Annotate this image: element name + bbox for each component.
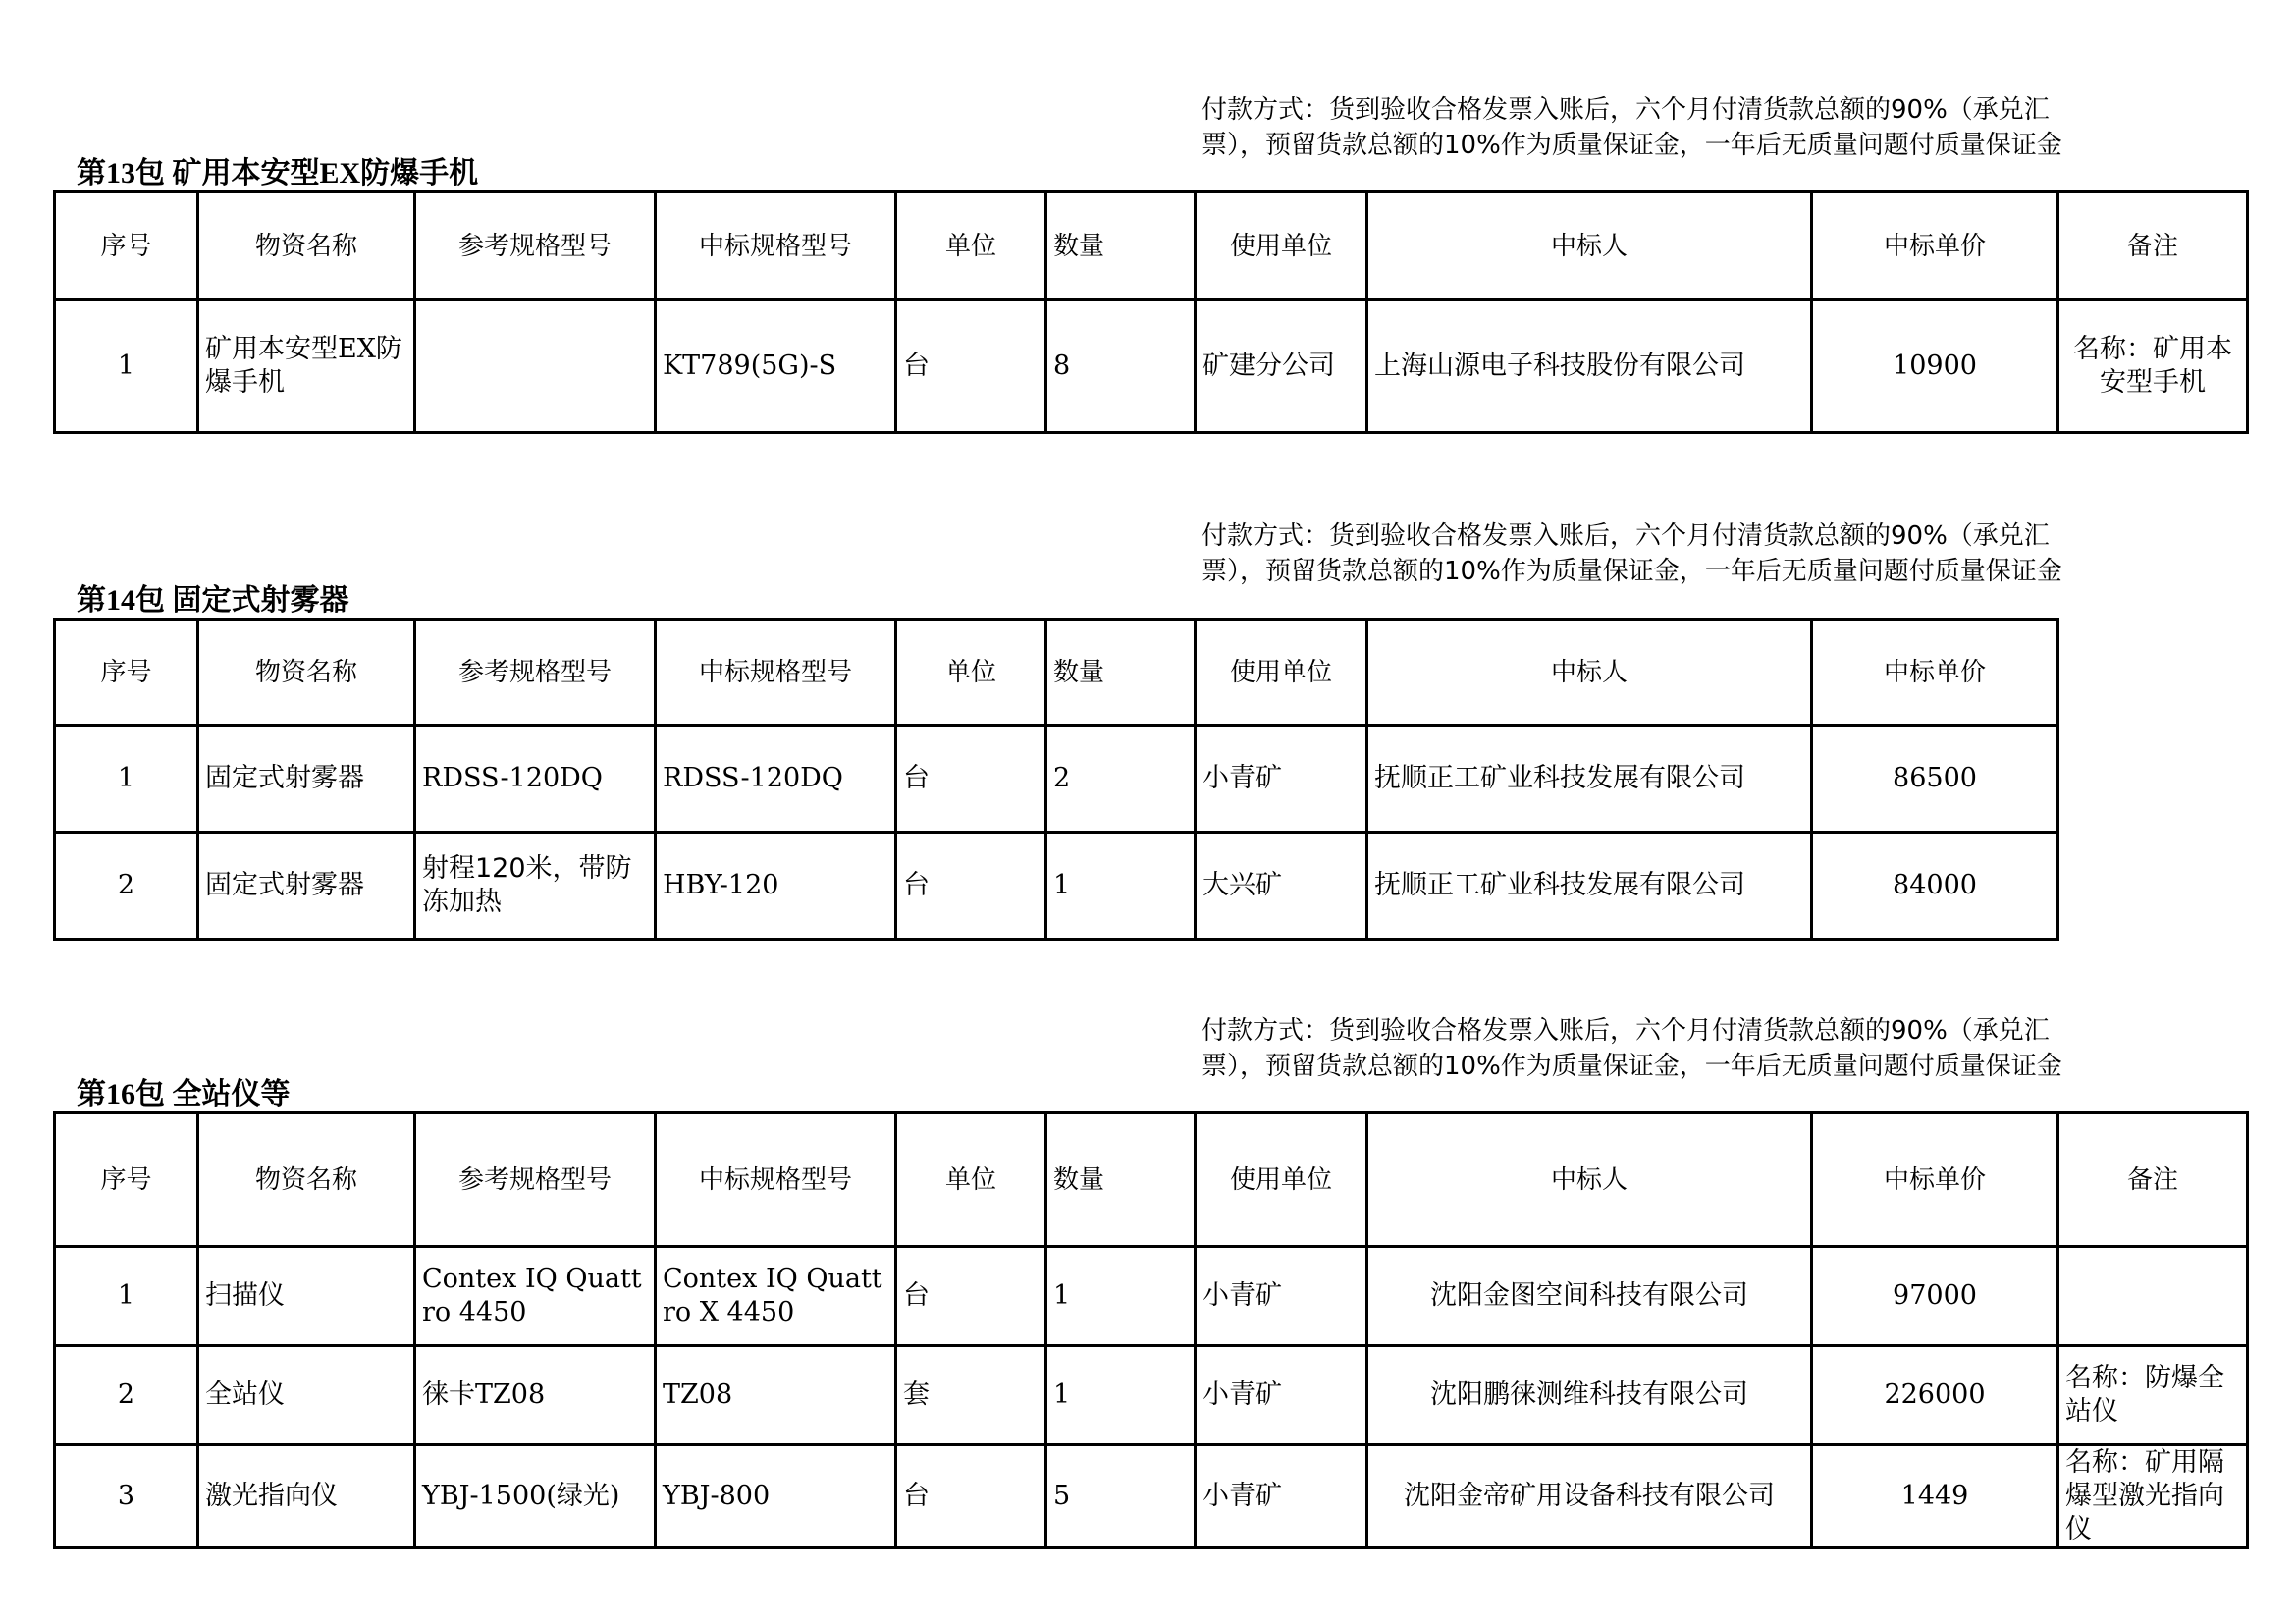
cell-qty: 1: [1046, 1346, 1196, 1445]
col-header-qty: 数量: [1046, 192, 1196, 300]
col-header-winner: 中标人: [1367, 192, 1812, 300]
cell-winner: 沈阳金帝矿用设备科技有限公司: [1367, 1445, 1812, 1548]
cell-winner: 沈阳金图空间科技有限公司: [1367, 1247, 1812, 1346]
table-header-row: [55, 1113, 2248, 1247]
cell-user: 小青矿: [1196, 1445, 1367, 1548]
cell-no: 1: [55, 1247, 198, 1346]
cell-ref-spec: RDSS-120DQ: [415, 726, 656, 833]
cell-note: 名称：防爆全站仪: [2058, 1346, 2248, 1445]
cell-ref-spec: Contex IQ Quattro 4450: [415, 1247, 656, 1346]
cell-winner: 上海山源电子科技股份有限公司: [1367, 300, 1812, 433]
payment-terms: 付款方式：货到验收合格发票入账后，六个月付清货款总额的90%（承兑汇票），预留货款总额的10%作为质量保证金，一年后无质量问题付质量保证金: [1201, 521, 2062, 586]
col-header-user: 使用单位: [1196, 192, 1367, 300]
payment-terms: 付款方式：货到验收合格发票入账后，六个月付清货款总额的90%（承兑汇票），预留货款总额的10%作为质量保证金，一年后无质量问题付质量保证金: [1201, 95, 2062, 160]
bid-table: [53, 618, 2059, 941]
cell-price: 86500: [1812, 726, 2058, 833]
cell-bid-spec: RDSS-120DQ: [656, 726, 896, 833]
cell-name: 固定式射雾器: [198, 726, 415, 833]
cell-no: 3: [55, 1445, 198, 1548]
cell-qty: 2: [1046, 726, 1196, 833]
cell-price: 97000: [1812, 1247, 2058, 1346]
col-header-note: 备注: [2058, 1113, 2248, 1247]
col-header-user: 使用单位: [1196, 1113, 1367, 1247]
cell-user: 小青矿: [1196, 1247, 1367, 1346]
cell-bid-spec: YBJ-800: [656, 1445, 896, 1548]
col-header-unit: 单位: [896, 192, 1046, 300]
cell-ref-spec: 射程120米，带防冻加热: [415, 833, 656, 940]
cell-unit: 套: [896, 1346, 1046, 1445]
cell-bid-spec: Contex IQ Quattro X 4450: [656, 1247, 896, 1346]
cell-bid-spec: HBY-120: [656, 833, 896, 940]
col-header-name: 物资名称: [198, 1113, 415, 1247]
payment-terms: 付款方式：货到验收合格发票入账后，六个月付清货款总额的90%（承兑汇票），预留货款总额的10%作为质量保证金，一年后无质量问题付质量保证金: [1201, 1016, 2062, 1081]
cell-qty: 5: [1046, 1445, 1196, 1548]
cell-name: 固定式射雾器: [198, 833, 415, 940]
package-title: 第14包 固定式射雾器: [77, 584, 349, 617]
col-header-qty: 数量: [1046, 1113, 1196, 1247]
cell-winner: 抚顺正工矿业科技发展有限公司: [1367, 726, 1812, 833]
cell-bid-spec: KT789(5G)-S: [656, 300, 896, 433]
col-header-bid-spec: 中标规格型号: [656, 1113, 896, 1247]
cell-price: 84000: [1812, 833, 2058, 940]
col-header-name: 物资名称: [198, 620, 415, 726]
col-header-no: 序号: [55, 620, 198, 726]
col-header-ref-spec: 参考规格型号: [415, 1113, 656, 1247]
col-header-no: 序号: [55, 1113, 198, 1247]
package-title: 第13包 矿用本安型EX防爆手机: [77, 157, 479, 189]
col-header-note: 备注: [2058, 192, 2248, 300]
cell-ref-spec: 徕卡TZ08: [415, 1346, 656, 1445]
cell-note: [2058, 1247, 2248, 1346]
package-title: 第16包 全站仪等: [77, 1078, 291, 1110]
cell-name: 扫描仪: [198, 1247, 415, 1346]
col-header-bid-spec: 中标规格型号: [656, 620, 896, 726]
bid-table: [53, 1111, 2249, 1549]
cell-winner: 沈阳鹏徕测维科技有限公司: [1367, 1346, 1812, 1445]
cell-winner: 抚顺正工矿业科技发展有限公司: [1367, 833, 1812, 940]
table-row: [55, 1445, 2248, 1548]
col-header-winner: 中标人: [1367, 620, 1812, 726]
table-header-row: [55, 192, 2248, 300]
col-header-qty: 数量: [1046, 620, 1196, 726]
col-header-user: 使用单位: [1196, 620, 1367, 726]
col-header-unit: 单位: [896, 620, 1046, 726]
cell-user: 小青矿: [1196, 726, 1367, 833]
cell-qty: 1: [1046, 1247, 1196, 1346]
cell-unit: 台: [896, 833, 1046, 940]
col-header-ref-spec: 参考规格型号: [415, 620, 656, 726]
cell-user: 小青矿: [1196, 1346, 1367, 1445]
cell-no: 2: [55, 1346, 198, 1445]
table-row: [55, 1247, 2248, 1346]
cell-price: 226000: [1812, 1346, 2058, 1445]
table-row: [55, 300, 2248, 433]
cell-bid-spec: TZ08: [656, 1346, 896, 1445]
cell-no: 1: [55, 726, 198, 833]
table-header-row: [55, 620, 2058, 726]
table-row: [55, 1346, 2248, 1445]
cell-unit: 台: [896, 300, 1046, 433]
col-header-name: 物资名称: [198, 192, 415, 300]
cell-note: 名称：矿用隔爆型激光指向仪: [2058, 1445, 2248, 1548]
cell-ref-spec: YBJ-1500(绿光): [415, 1445, 656, 1548]
table-row: [55, 726, 2058, 833]
bid-table: [53, 190, 2249, 434]
col-header-bid-spec: 中标规格型号: [656, 192, 896, 300]
cell-qty: 8: [1046, 300, 1196, 433]
cell-name: 全站仪: [198, 1346, 415, 1445]
cell-unit: 台: [896, 1445, 1046, 1548]
cell-user: 矿建分公司: [1196, 300, 1367, 433]
cell-no: 2: [55, 833, 198, 940]
cell-user: 大兴矿: [1196, 833, 1367, 940]
cell-unit: 台: [896, 726, 1046, 833]
col-header-price: 中标单价: [1812, 1113, 2058, 1247]
cell-qty: 1: [1046, 833, 1196, 940]
cell-price: 1449: [1812, 1445, 2058, 1548]
col-header-unit: 单位: [896, 1113, 1046, 1247]
cell-price: 10900: [1812, 300, 2058, 433]
cell-unit: 台: [896, 1247, 1046, 1346]
cell-name: 激光指向仪: [198, 1445, 415, 1548]
cell-name: 矿用本安型EX防爆手机: [198, 300, 415, 433]
col-header-price: 中标单价: [1812, 192, 2058, 300]
col-header-ref-spec: 参考规格型号: [415, 192, 656, 300]
col-header-winner: 中标人: [1367, 1113, 1812, 1247]
col-header-no: 序号: [55, 192, 198, 300]
col-header-price: 中标单价: [1812, 620, 2058, 726]
table-row: [55, 833, 2058, 940]
cell-note: 名称：矿用本安型手机: [2058, 300, 2248, 433]
cell-no: 1: [55, 300, 198, 433]
cell-ref-spec: [415, 300, 656, 433]
